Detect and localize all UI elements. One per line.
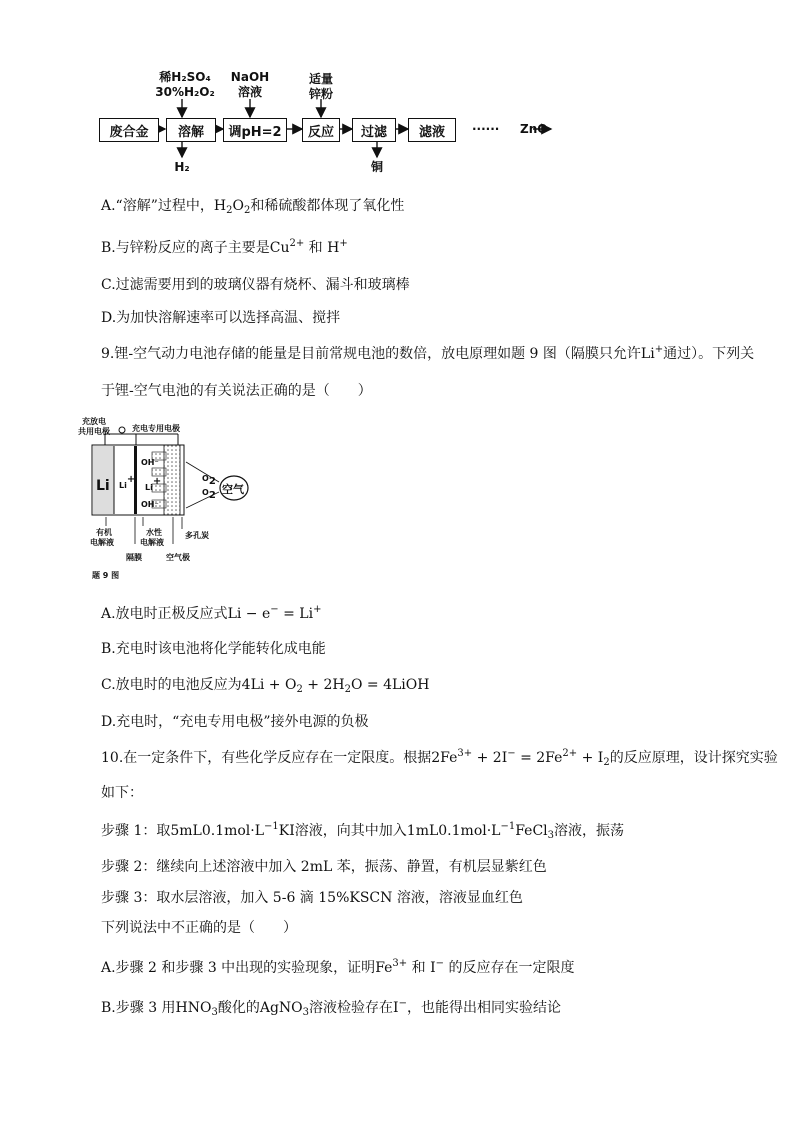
q9-option-b: B.充电时该电池将化学能转化成电能 (101, 641, 326, 657)
q10-step-2: 步骤 2：继续向上述溶液中加入 2mL 苯，振荡、静置，有机层显紫红色 (101, 859, 547, 875)
flow-step-filter: 过滤 (352, 118, 396, 142)
q10-step-3: 步骤 3：取水层溶液，加入 5-6 滴 15%KSCN 溶液，溶液显血红色 (101, 890, 523, 906)
flow-input-naoh: NaOH (230, 70, 270, 84)
label-organic-1: 有机 (96, 528, 112, 537)
flow-step-react: 反应 (302, 118, 340, 142)
label-air: 空气 (222, 483, 244, 496)
label-shared-electrode-1: 充放电 (82, 417, 106, 426)
flow-output-h2: H₂ (174, 160, 190, 174)
flow-step-adjust-ph: 调pH=2 (223, 118, 287, 142)
label-oh-1: OH⁻ (141, 458, 159, 467)
label-aqueous-2: 电解液 (140, 538, 164, 547)
flow-step-dissolve: 溶解 (166, 118, 216, 142)
q9-stem-line1: 9.锂-空气动力电池存储的能量是目前常规电池的数倍，放电原理如题 9 图（隔膜只允许Li+通过）。下列关 (101, 344, 755, 362)
label-shared-electrode-2: 共用电极 (78, 427, 110, 436)
q8-option-b: B.与锌粉反应的离子主要是$Cu^{2+}$ 和 H+ (101, 238, 348, 256)
flow-output-copper: 铜 (370, 160, 383, 174)
q9-option-d: D.充电时，“充电专用电极”接外电源的负极 (101, 714, 369, 730)
q10-step-1: 步骤 1：取$5mL0.1mol\cdot L^{-1}KI$溶液，向其中加入$1mL0.1mol\cdot L^{-1}FeCl_3$溶液，振荡 (101, 821, 625, 841)
label-organic-2: 电解液 (90, 538, 114, 547)
q9-stem-line2: 于锂-空气电池的有关说法正确的是（ ） (101, 383, 372, 399)
label-charge-electrode: 充电专用电极 (132, 424, 180, 433)
q10-option-b: B.步骤 3 用$HNO_3$酸化的AgNO$_3$溶液检验存在I−，也能得出相同实验结论 (101, 998, 561, 1018)
flow-input-acid: 稀H₂SO₄ (159, 70, 211, 84)
label-li-ion-right: Li+ (145, 476, 162, 492)
label-oh-2: OH⁻ (141, 500, 159, 509)
q8-option-c: C.过滤需要用到的玻璃仪器有烧杯、漏斗和玻璃棒 (101, 277, 410, 293)
flow-step-alloy: 废合金 (99, 118, 159, 142)
q9-option-c: C.放电时的电池反应为$4Li + O_2 + 2H_2O$ = 4LiOH (101, 677, 430, 695)
q8-option-d: D.为加快溶解速率可以选择高温、搅拌 (101, 310, 341, 326)
q10-option-a: A.步骤 2 和步骤 3 中出现的实验现象，证明$Fe^{3+}$ 和 I− 的反应存在一定限度 (101, 958, 575, 976)
label-o2-2: $O_2$ (202, 488, 216, 501)
figure-caption: 题 9 图 (92, 571, 120, 580)
flow-product: ZnO (520, 122, 548, 136)
label-o2-1: $O_2$ (202, 474, 216, 487)
flow-input-peroxide: 30%H₂O₂ (155, 85, 215, 99)
q10-stem-line2: 如下： (101, 785, 143, 801)
q10-stem-line1: 10.在一定条件下，有些化学反应存在一定限度。根据$2Fe^{3+} + 2I^- = 2Fe^{2+} + I_2$的反应原理，设计探究实验 (101, 748, 778, 768)
flow-input-zinc: 锌粉 (308, 87, 333, 101)
label-air-electrode: 空气极 (166, 553, 190, 562)
label-membrane: 隔膜 (126, 553, 142, 562)
q8-option-a: A.“溶解”过程中，$H_2O_2$和稀硫酸都体现了氧化性 (101, 198, 405, 216)
label-li-ion-left: Li+ (119, 474, 136, 490)
label-li: Li (96, 478, 110, 494)
flow-step-filtrate: 滤液 (408, 118, 456, 142)
q10-question: 下列说法中不正确的是（ ） (101, 920, 297, 936)
label-porous-carbon: 多孔炭 (185, 531, 209, 540)
flow-ellipsis: ······ (472, 122, 500, 136)
flow-input-naoh-solution: 溶液 (237, 85, 262, 99)
flow-input-zinc-amount: 适量 (308, 72, 333, 86)
label-aqueous-1: 水性 (146, 528, 162, 537)
q9-option-a: A.放电时正极反应式Li − e− = Li+ (101, 604, 322, 622)
